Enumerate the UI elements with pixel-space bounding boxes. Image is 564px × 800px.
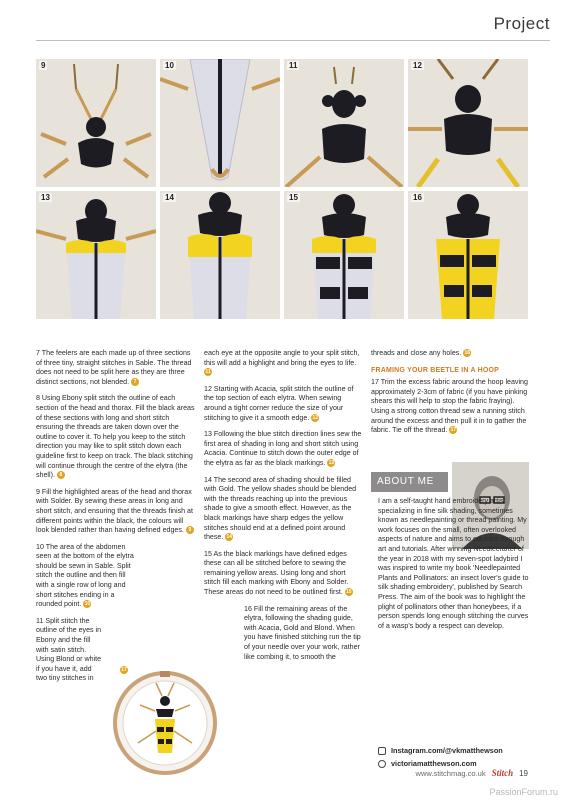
page-footer [416,768,528,778]
photo-ref-badge: 11 [205,369,211,376]
step-number: 9 [41,61,46,70]
step-12: 12 Starting with Acacia, split stitch the outline of the top section of each elytra. When sewing around a tight corner reduce the size of your stitching to give it a smooth edge. 12 [204,384,354,422]
framing-heading: FRAMING YOUR BEETLE IN A HOOP [371,366,500,374]
step-photo-14 [160,191,280,319]
step-13: 13 Following the blue stitch direction lines sew the first area of shading in long and short stitch using Acacia. Continue to stitch down the outer edge of the elytra as far as the black markings. 13 [204,430,362,467]
step-number: 13 [41,193,50,202]
step-16-cont: threads and close any holes. 16 [371,349,471,357]
photo-ref-badge: 7 [131,378,139,386]
step-photo-15 [284,191,404,319]
hoop-photo [110,671,220,775]
step-photo-9 [36,59,156,187]
step-10: 10 The area of the abdomen seen at the bottom of the elytra should be sewn in Sable. Split stitch the outline and then fill with a single row of long and short stitches ending in a rounded point. 10 [36,542,134,609]
footer-url: www.stitchmag.co.uk [415,769,486,778]
website-link[interactable]: victoriamatthewson.com [378,759,530,768]
step-number: 16 [413,193,422,202]
about-heading: ABOUT ME [371,472,448,492]
photo-ref-badge: 8 [57,471,65,479]
magazine-logo: Stitch [491,768,514,778]
photo-ref-badge: 17 [450,427,457,434]
page-number: 19 [519,769,528,778]
photo-ref-badge: 16 [464,350,471,357]
watermark: PassionForum.ru [489,787,558,797]
step-9: 9 Fill the highlighted areas of the head and thorax with Solder. By sewing these areas in long and short stitch, and ensuring that the threads finish at different points within the black, the colours will look blended rather than having defined edges. 9 [36,487,193,535]
photo-ref-badge: 15 [346,589,352,596]
step-photo-16 [408,191,528,319]
photo-ref-badge: 10 [84,601,91,608]
step-11: 11 Split stitch the outline of the eyes in Ebony and the fill with satin stitch. Using Blond or white if you have it, add two tiny stitches in [36,616,102,683]
instagram-icon [378,747,386,755]
step-photo-13 [36,191,156,319]
globe-icon [378,760,386,768]
title-rule [36,40,550,41]
section-title: Project [493,14,550,33]
instructions-column-2 [204,349,362,669]
step-number: 12 [413,61,422,70]
step-11-cont: each eye at the opposite angle to your split stitch, this will add a highlight and bring the eyes to life. 11 [204,349,360,376]
step-number: 11 [289,61,298,70]
instructions-column-1 [36,349,196,691]
step-photo-10 [160,59,280,187]
photo-ref-badge: 17 [121,667,127,673]
step-number: 10 [165,61,174,70]
photo-ref-badge: 12 [312,414,319,421]
step-photo-11 [284,59,404,187]
step-14: 14 The second area of shading should be filled with Gold. The yellow shades should be blended with the threads reaching up into the previous shade to give a smooth effect. However, as the black markings have sharp edges the yellow stitches should end at a defined point around these. 14 [204,475,357,542]
step-17: 17 Trim the excess fabric around the hoop leaving approximately 2-3cm of fabric (if you have pinking shears this will help to stop the fabric fraying). Using a strong cotton thread sew a running stitch around the excess and then pull it in to gather the fabric. Tie off the thread. 17 [371,378,528,435]
step-7: 7 The feelers are each made up of three sections of three tiny, straight stitches in Sable. The thread does not need to be split here as they are three distinct sections, not blended. 7 [36,349,192,386]
instructions-column-3 [371,349,529,443]
step-15: 15 As the black markings have defined edges these can all be stitched before to sewing the remaining yellow areas. Using long and short stitch fill each marking with Ebony and Solder. These areas do not need to be outlined first. 15 [204,549,352,597]
step-16: 16 Fill the remaining areas of the elytra, following the shading guide, with Acacia, Gold and Blond. When you have finished stitching run the tip of your needle over your work, rather like combing it, to smooth the [244,604,361,661]
instagram-link[interactable]: Instagram.com/@vkmatthewson [378,746,530,755]
about-body: I am a self-taught hand embroidery artist specializing in fine silk shading, sometimes known as needlepainting or thread painting. My work focuses on the small, often overlooked aspects of nature and aims to educate through art and tutorials. After winning Needlecrafter of the year in 2018 with my seven-spot ladybird I was inspired to write my book 'Needlepainted Plants and Pollinators: an insect lover's guide to silk shading embroidery', published by Search Press. The aim of the book was to highlight the plight of pollinators other than honeybees, if a person spends long enough stitching the curves of a wasp's body a respect can develop. [378,497,529,630]
step-8: 8 Using Ebony split stitch the outline of each section of the head and thorax. Fill the black areas of these sections with long and short stitch ensuring the threads are taken down over the outline to cover it. To help you keep to the stitch direction you may like to split stitch down each guideline first to keep on track. The black stitching will continue through the centre of the elytra (the shell). 8 [36,394,195,480]
photo-ref-badge: 9 [186,526,194,534]
photo-ref-badge: 14 [226,534,233,541]
photo-ref-badge: 13 [328,460,335,467]
step-number: 14 [165,193,174,202]
step-number: 15 [289,193,298,202]
step-photo-12 [408,59,528,187]
